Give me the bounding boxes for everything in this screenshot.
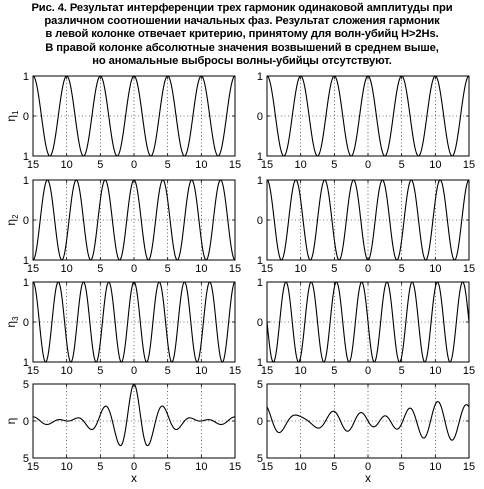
x-tick-label: 15 xyxy=(462,263,476,275)
x-tick-label: 0 xyxy=(130,159,138,171)
y-tick-label: 1 xyxy=(22,151,29,163)
x-tick-label: 5 xyxy=(331,461,338,473)
x-tick-label: 10 xyxy=(60,461,73,473)
x-tick-label: 15 xyxy=(26,461,40,473)
x-tick-label: 10 xyxy=(195,263,208,275)
panel-row3-left xyxy=(4,277,241,377)
y-tick-label: 0 xyxy=(256,317,263,329)
x-tick-label: 5 xyxy=(164,263,171,275)
x-tick-label: 5 xyxy=(164,159,171,171)
panel-row2-right xyxy=(257,175,475,275)
x-tick-label: 5 xyxy=(331,263,338,275)
caption-line-1: Рис. 4. Результат интерференции трех гармоник одинаковой амплитуды при xyxy=(31,2,453,14)
x-tick-label: 5 xyxy=(164,461,171,473)
x-tick-label: 0 xyxy=(364,365,372,377)
y-tick-label: 0 xyxy=(22,111,29,123)
x-tick-label: 5 xyxy=(398,365,405,377)
y-tick-label: 1 xyxy=(22,255,29,267)
caption-line-3: в левой колонке отвечает критерию, принятому для волн-убийц H>2Hs. xyxy=(45,28,439,41)
x-tick-label: 15 xyxy=(260,263,274,275)
y-tick-label: 1 xyxy=(256,255,263,267)
y-axis-label: η xyxy=(4,417,18,425)
x-tick-label: 15 xyxy=(228,365,242,377)
x-tick-label: 15 xyxy=(462,365,476,377)
y-tick-label: 5 xyxy=(256,453,263,465)
y-tick-label: 0 xyxy=(22,416,29,428)
panel-row1-right xyxy=(257,71,475,171)
y-tick-label: 0 xyxy=(22,215,29,227)
x-tick-label: 0 xyxy=(364,159,372,171)
x-tick-label: 5 xyxy=(164,365,171,377)
caption-line-5: но аномальные выбросы волны-убийцы отсутствуют. xyxy=(92,54,392,67)
x-axis-label: x xyxy=(365,471,371,485)
y-tick-label: 5 xyxy=(256,379,263,391)
x-tick-label: 5 xyxy=(398,461,405,473)
y-tick-label: 1 xyxy=(22,277,29,289)
x-tick-label: 10 xyxy=(429,159,442,171)
x-tick-label: 5 xyxy=(331,365,338,377)
panel-row4-right xyxy=(257,379,475,485)
x-tick-label: 10 xyxy=(294,159,307,171)
y-tick-label: 1 xyxy=(256,71,263,83)
x-tick-label: 5 xyxy=(331,159,338,171)
x-tick-label: 0 xyxy=(130,365,138,377)
panel-row1-left xyxy=(4,71,241,171)
caption-line-2: различном соотношении начальных фаз. Результат сложения гармоник xyxy=(44,15,440,28)
x-tick-label: 10 xyxy=(429,461,442,473)
x-tick-label: 5 xyxy=(97,365,104,377)
x-tick-label: 0 xyxy=(364,461,372,473)
x-tick-label: 15 xyxy=(228,159,242,171)
y-axis-label: $\eta_1$ xyxy=(4,110,20,122)
y-tick-label: 0 xyxy=(22,317,29,329)
x-tick-label: 10 xyxy=(195,461,208,473)
y-axis-label: $\eta_3$ xyxy=(4,316,20,328)
y-tick-label: 1 xyxy=(256,277,263,289)
x-tick-label: 15 xyxy=(26,159,40,171)
y-tick-label: 5 xyxy=(22,379,29,391)
x-tick-label: 15 xyxy=(462,159,476,171)
y-tick-label: 1 xyxy=(22,357,29,369)
panel-row2-left xyxy=(4,175,241,275)
y-tick-label: 0 xyxy=(256,215,263,227)
x-tick-label: 10 xyxy=(60,159,73,171)
x-tick-label: 15 xyxy=(260,159,274,171)
y-tick-label: 1 xyxy=(256,175,263,187)
y-tick-label: 0 xyxy=(256,416,263,428)
caption-line-4: В правой колонке абсолютные значения возвышений в среднем выше, xyxy=(45,41,439,54)
y-tick-label: 1 xyxy=(256,151,263,163)
x-tick-label: 5 xyxy=(97,461,104,473)
x-tick-label: 5 xyxy=(97,159,104,171)
x-tick-label: 10 xyxy=(294,365,307,377)
x-tick-label: 10 xyxy=(195,365,208,377)
x-tick-label: 15 xyxy=(462,461,476,473)
x-tick-label: 0 xyxy=(130,461,138,473)
x-tick-label: 5 xyxy=(398,159,405,171)
y-tick-label: 5 xyxy=(22,453,29,465)
panel-row3-right xyxy=(257,277,475,377)
x-tick-label: 5 xyxy=(97,263,104,275)
series-line xyxy=(33,384,235,445)
x-tick-label: 10 xyxy=(294,263,307,275)
x-tick-label: 10 xyxy=(60,365,73,377)
x-tick-label: 15 xyxy=(228,263,242,275)
x-tick-label: 5 xyxy=(398,263,405,275)
x-tick-label: 0 xyxy=(364,263,372,275)
y-tick-label: 1 xyxy=(22,71,29,83)
x-axis-label: x xyxy=(131,471,137,485)
x-tick-label: 15 xyxy=(26,365,40,377)
x-tick-label: 10 xyxy=(195,159,208,171)
x-tick-label: 0 xyxy=(130,263,138,275)
y-tick-label: 0 xyxy=(256,111,263,123)
x-tick-label: 15 xyxy=(228,461,242,473)
y-axis-label: $\eta_2$ xyxy=(4,214,20,226)
x-tick-label: 10 xyxy=(294,461,307,473)
panel-row4-left xyxy=(4,379,241,485)
x-tick-label: 15 xyxy=(260,461,274,473)
y-tick-label: 1 xyxy=(22,175,29,187)
x-tick-label: 15 xyxy=(260,365,274,377)
y-tick-label: 1 xyxy=(256,357,263,369)
x-tick-label: 10 xyxy=(429,263,442,275)
x-tick-label: 10 xyxy=(60,263,73,275)
x-tick-label: 15 xyxy=(26,263,40,275)
x-tick-label: 10 xyxy=(429,365,442,377)
